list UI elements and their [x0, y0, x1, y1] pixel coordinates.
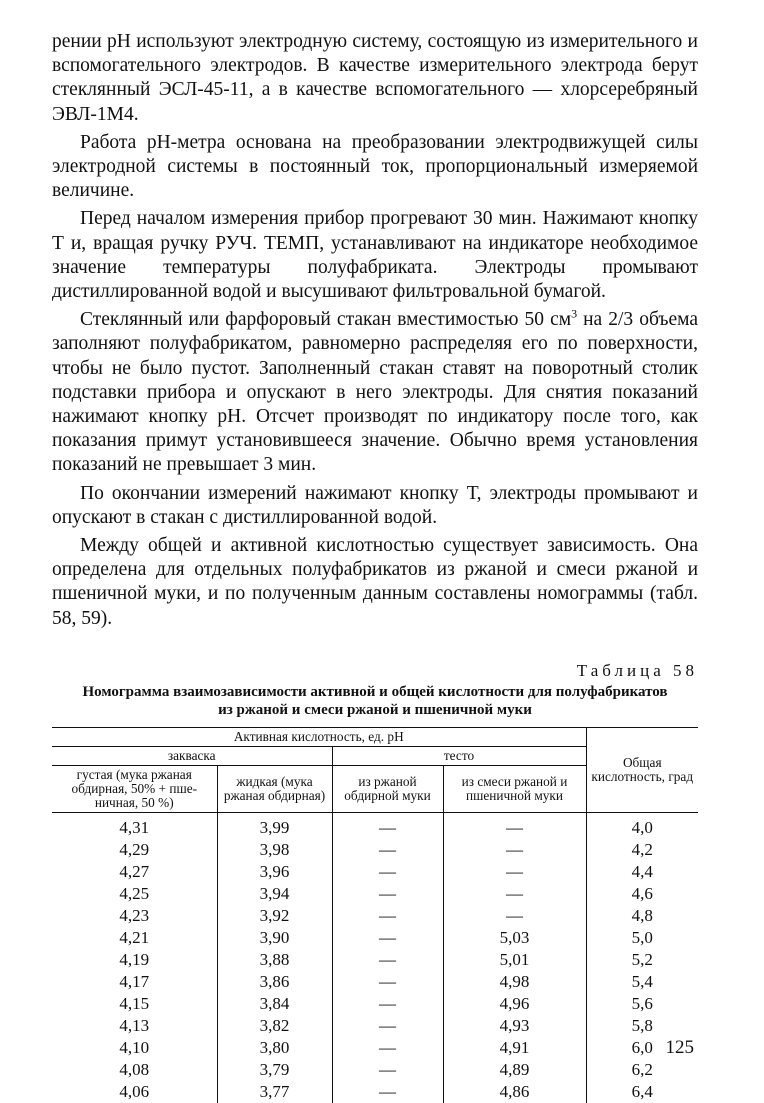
paragraph-4-start: Стеклянный или фарфоровый стакан вместимостью 50 см [80, 309, 572, 331]
header-active-acidity: Активная кислотность, ед. pH [52, 727, 586, 746]
table-label: Таблица 58 [576, 660, 698, 680]
table-cell: — [332, 839, 443, 861]
paragraph-4-rest: на 2/3 объема заполняют полуфабрикатом, равномерно распределяя его по поверхности, чтобы не было пустот. Заполненный стакан ставят на поворотный столик подставки прибора и опускают в него электроды. Для снятия показаний нажимают кнопку pH. Отсчет производят по индикатору после того, как показания примут установившееся значение. Обычно время установления показаний не превышает 3 мин. [52, 309, 699, 476]
table-cell: 5,03 [443, 927, 586, 949]
table-cell: 5,2 [631, 949, 653, 969]
page-number: 125 [665, 1037, 694, 1058]
table-cell: — [332, 993, 443, 1015]
table-row [52, 993, 698, 1015]
table-cell: — [332, 1037, 443, 1059]
table-cell: 3,77 [217, 1081, 332, 1103]
table-cell: 3,98 [217, 839, 332, 861]
table-cell: 4,08 [52, 1059, 217, 1081]
table-row [52, 883, 698, 905]
acidity-table [52, 727, 698, 1103]
table-cell: 4,91 [443, 1037, 586, 1059]
table-row [52, 812, 698, 839]
table-cell: — [332, 949, 443, 971]
table-cell: — [443, 861, 586, 883]
table-cell: 4,29 [52, 839, 217, 861]
table-title [52, 683, 698, 719]
table-cell: 4,31 [52, 812, 217, 839]
table-row [52, 971, 698, 993]
table-cell: 4,10 [52, 1037, 217, 1059]
table-cell: — [443, 883, 586, 905]
table-cell: — [332, 905, 443, 927]
header-col-rye: из ржаной обдирной муки [332, 765, 443, 812]
table-cell: 4,2 [631, 839, 653, 859]
table-title-line-2: из ржаной и смеси ржаной и пшеничной муки [218, 701, 532, 718]
table-cell: 4,98 [443, 971, 586, 993]
table-cell: — [332, 812, 443, 839]
table-cell: 3,92 [217, 905, 332, 927]
table-row [52, 905, 698, 927]
table-row [52, 1015, 698, 1037]
table-cell: — [332, 883, 443, 905]
table-cell: 3,88 [217, 949, 332, 971]
table-cell: — [443, 839, 586, 861]
table-body [52, 812, 698, 1103]
table-title-line-1: Номограмма взаимозависимости активной и общей кислотности для полуфабрикатов [82, 683, 668, 700]
table-cell: 5,4 [631, 971, 653, 991]
table-cell: 4,17 [52, 971, 217, 993]
table-cell: 4,6 [631, 883, 653, 903]
table-cell: 4,8 [631, 905, 653, 925]
table-row [52, 1037, 698, 1059]
table-cell: — [332, 1081, 443, 1103]
table-cell: — [332, 927, 443, 949]
paragraph-6: Между общей и активной кислотностью существует зависимость. Она определена для отдельных полуфабрикатов из ржаной и смеси ржаной и пшеничной муки, и по полученным данным составлены номограммы (табл. 58, 59). [52, 535, 698, 629]
table-cell: 4,96 [443, 993, 586, 1015]
superscript-3: 3 [571, 306, 578, 321]
paragraph-1: рении pH используют электродную систему, состоящую из измерительного и вспомогательного электродов. В качестве измерительного электрода берут стеклянный ЭСЛ-45-11, а в качестве вспомогательного — хлорсеребряный ЭВЛ-1М4. [52, 31, 698, 125]
header-total-acidity: Общая кислотность, град [586, 727, 698, 812]
table-cell: 4,06 [52, 1081, 217, 1103]
table-cell: 6,0 [631, 1037, 653, 1057]
header-col-thick: густая (мука ржаная обдирная, 50% + пшеничная, 50 %) [52, 765, 217, 812]
table-cell: 4,89 [443, 1059, 586, 1081]
table-cell: 4,25 [52, 883, 217, 905]
table-cell: — [443, 812, 586, 839]
table-row [52, 927, 698, 949]
table-row [52, 1081, 698, 1103]
table-cell: 5,6 [631, 993, 653, 1013]
table-row [52, 1059, 698, 1081]
table-cell: 6,2 [631, 1059, 653, 1079]
table-cell: 3,90 [217, 927, 332, 949]
table-cell: 4,0 [631, 817, 653, 837]
table-cell: 3,96 [217, 861, 332, 883]
table-cell: 3,84 [217, 993, 332, 1015]
table-cell: — [332, 1015, 443, 1037]
header-zakvaska: закваска [52, 746, 332, 765]
header-col-mix: из смеси ржаной и пшеничной муки [443, 765, 586, 812]
table-cell: 3,80 [217, 1037, 332, 1059]
table-cell: 3,99 [217, 812, 332, 839]
page-content [52, 30, 698, 1103]
table-row [52, 949, 698, 971]
table-cell: — [332, 1059, 443, 1081]
table-cell: 4,15 [52, 993, 217, 1015]
table-cell: 4,13 [52, 1015, 217, 1037]
table-cell: 6,4 [631, 1081, 653, 1101]
table-cell: 3,94 [217, 883, 332, 905]
table-cell: 4,27 [52, 861, 217, 883]
table-cell: — [332, 971, 443, 993]
table-cell: 4,19 [52, 949, 217, 971]
table-cell: 4,21 [52, 927, 217, 949]
table-cell: 4,23 [52, 905, 217, 927]
table-cell: 4,93 [443, 1015, 586, 1037]
header-testo: тесто [332, 746, 586, 765]
paragraph-3: Перед началом измерения прибор прогревают 30 мин. Нажимают кнопку Т и, вращая ручку РУЧ. ТЕМП, устанавливают на индикаторе необходимое значение температуры полуфабриката. Электроды промывают дистиллированной водой и высушивают фильтровальной бумагой. [52, 208, 698, 303]
table-cell: — [443, 905, 586, 927]
paragraph-2: Работа pH-метра основана на преобразовании электродвижущей силы электродной системы в постоянный ток, пропорциональный измеряемой величине. [52, 131, 698, 202]
paragraph-5: По окончании измерений нажимают кнопку Т, электроды промывают и опускают в стакан с дистиллированной водой. [52, 482, 698, 528]
table-cell: 4,4 [631, 861, 653, 881]
table-row [52, 861, 698, 883]
paragraph-4 [52, 308, 698, 477]
table-cell: 3,82 [217, 1015, 332, 1037]
table-cell: 5,01 [443, 949, 586, 971]
table-cell: — [332, 861, 443, 883]
table-cell: 3,79 [217, 1059, 332, 1081]
table-cell: 5,0 [631, 927, 653, 947]
table-cell: 4,86 [443, 1081, 586, 1103]
table-cell: 3,86 [217, 971, 332, 993]
table-cell: 5,8 [631, 1015, 653, 1035]
header-col-liquid: жидкая (мука ржаная обдирная) [217, 765, 332, 812]
table-row [52, 839, 698, 861]
